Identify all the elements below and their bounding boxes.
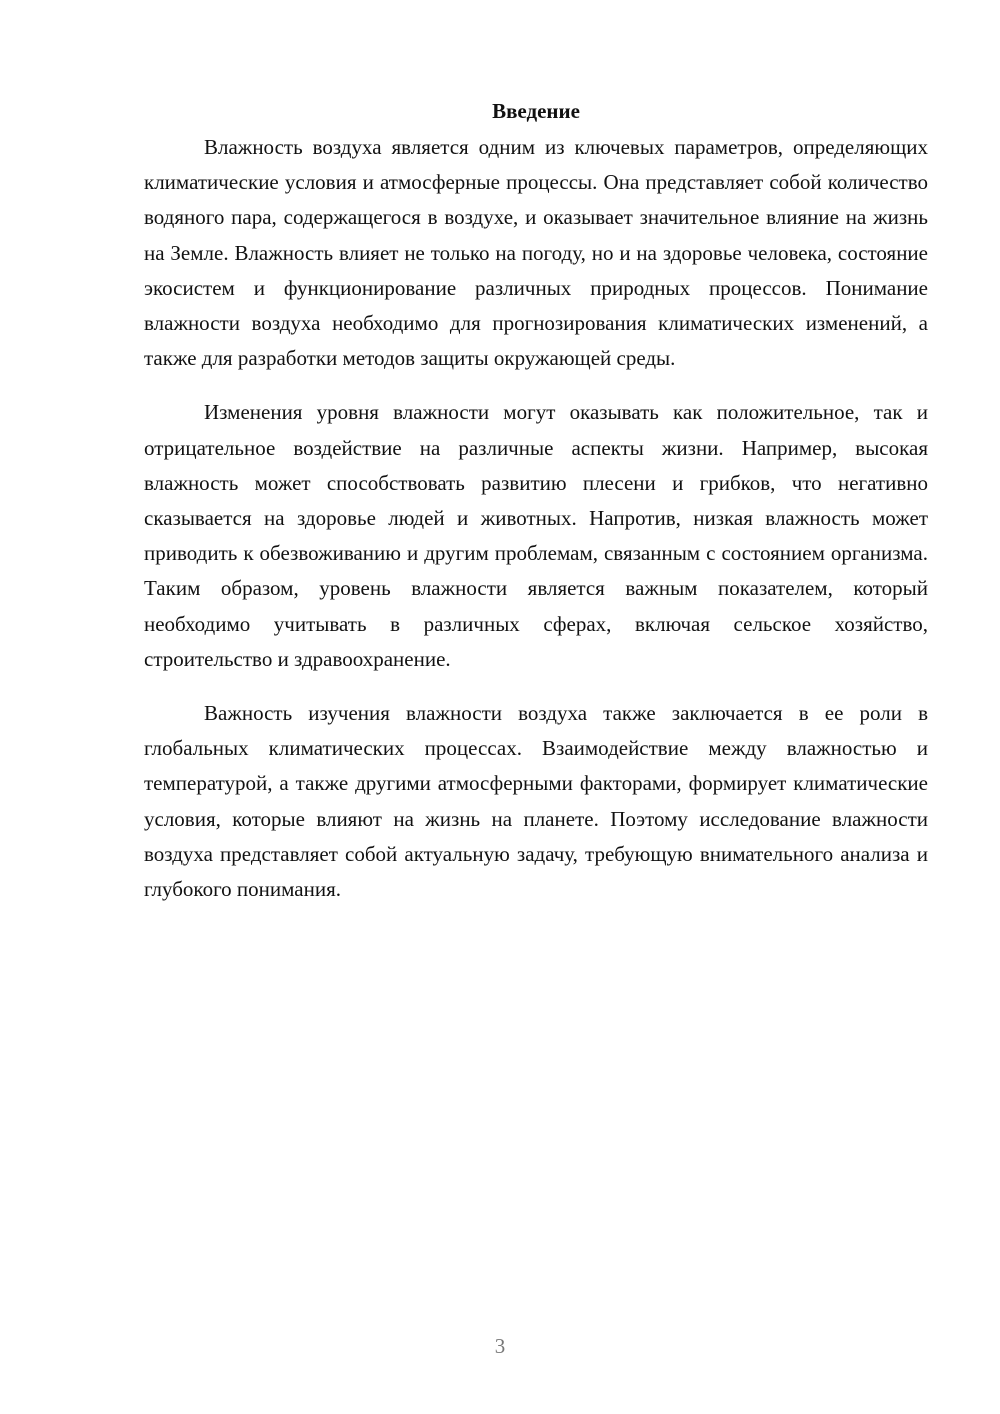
paragraph-1: Влажность воздуха является одним из ключевых параметров, определяющих климатические условия и атмосферные процессы. Она представляет собой количество водяного пара, содержащегося в воздухе, и оказывает значительное влияние на жизнь на Земле. Влажность влияет не только на погоду, но и на здоровье человека, состояние экосистем и функционирование различных природных процессов. Понимание влажности воздуха необходимо для прогнозирования климатических изменений, а также для разработки методов защиты окружающей среды. xyxy=(144,135,928,371)
paragraph-2: Изменения уровня влажности могут оказывать как положительное, так и отрицательное воздействие на различные аспекты жизни. Например, высокая влажность может способствовать развитию плесени и грибков, что негативно сказывается на здоровье людей и животных. Напротив, низкая влажность может приводить к обезвоживанию и другим проблемам, связанным с состоянием организма. Таким образом, уровень влажности является важным показателем, который необходимо учитывать в различных сферах, включая сельское хозяйство, строительство и здравоохранение. xyxy=(144,400,928,671)
page-content xyxy=(144,96,928,926)
section-title: Введение xyxy=(492,99,580,123)
paragraph-3: Важность изучения влажности воздуха также заключается в ее роли в глобальных климатических процессах. Взаимодействие между влажностью и температурой, а также другими атмосферными факторами, формирует климатические условия, которые влияют на жизнь на планете. Поэтому исследование влажности воздуха представляет собой актуальную задачу, требующую внимательного анализа и глубокого понимания. xyxy=(144,701,928,902)
page-number: 3 xyxy=(494,1334,506,1358)
